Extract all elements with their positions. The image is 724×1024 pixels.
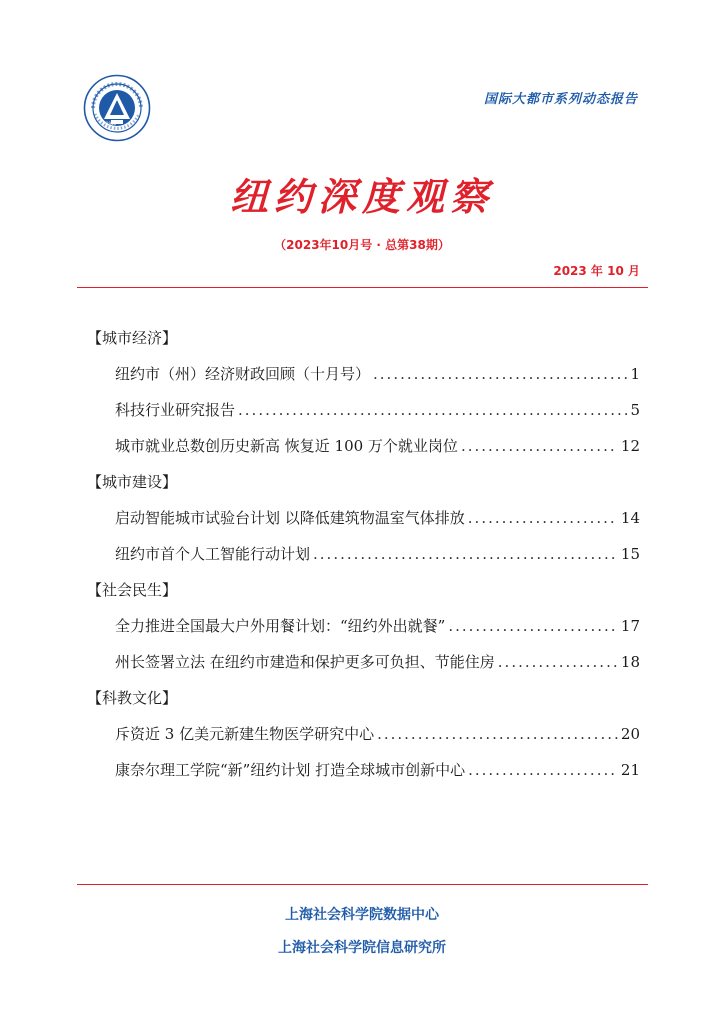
toc-entry-title: 纽约市（州）经济财政回顾（十月号）: [115, 365, 371, 383]
toc-entry[interactable]: [87, 716, 640, 752]
toc-leader-dots: [498, 644, 618, 680]
footer-publisher-1: 上海社会科学院数据中心: [285, 907, 439, 923]
toc-leader-dots: [313, 536, 618, 572]
logo-year: 1958: [106, 121, 117, 126]
toc-entry-title: 全力推进全国最大户外用餐计划：“纽约外出就餐”: [115, 617, 446, 635]
toc-entry-page: 17: [620, 617, 640, 635]
toc-entry[interactable]: [87, 428, 640, 464]
toc-entry-title: 城市就业总数创历史新高 恢复近 100 万个就业岗位: [115, 437, 458, 455]
series-title: 国际大都市系列动态报告: [483, 92, 638, 107]
toc-leader-dots: [468, 500, 618, 536]
toc-entry-title: 斥资近 3 亿美元新建生物医学研究中心: [115, 725, 375, 743]
toc-entry-page: 12: [620, 437, 640, 455]
toc-entry-page: 21: [620, 761, 640, 779]
toc-entry[interactable]: [87, 608, 640, 644]
toc-entry[interactable]: [87, 500, 640, 536]
toc-entry-title: 康奈尔理工学院“新”纽约计划 打造全球城市创新中心: [115, 761, 466, 779]
toc-entry-page: 5: [630, 401, 640, 419]
toc-entry-title: 州长签署立法 在纽约市建造和保护更多可负担、节能住房: [115, 653, 495, 671]
toc-section-heading: 【城市经济】: [87, 329, 178, 347]
toc-entry-page: 18: [620, 653, 640, 671]
toc-entry-title: 启动智能城市试验台计划 以降低建筑物温室气体排放: [115, 509, 465, 527]
bottom-divider: [77, 884, 648, 885]
toc-entry[interactable]: [87, 644, 640, 680]
toc-leader-dots: [448, 608, 618, 644]
table-of-contents: [87, 320, 640, 788]
toc-section-heading: 【科教文化】: [87, 689, 178, 707]
toc-leader-dots: [461, 428, 618, 464]
footer-publisher-2: 上海社会科学院信息研究所: [278, 940, 446, 956]
toc-entry-title: 纽约市首个人工智能行动计划: [115, 545, 311, 563]
issue-number: （2023年10月号 · 总第38期）: [274, 238, 450, 252]
toc-entry-page: 20: [620, 725, 640, 743]
top-divider: [77, 287, 648, 288]
toc-leader-dots: [373, 356, 627, 392]
toc-entry-title: 科技行业研究报告: [115, 401, 236, 419]
toc-entry-page: 1: [630, 365, 640, 383]
publication-date: 2023 年 10 月: [553, 264, 640, 278]
toc-leader-dots: [468, 752, 618, 788]
toc-leader-dots: [238, 392, 627, 428]
toc-entry[interactable]: [87, 536, 640, 572]
toc-section-heading: 【社会民生】: [87, 581, 178, 599]
toc-entry[interactable]: [87, 752, 640, 788]
page-title: 纽约深度观察: [229, 174, 494, 219]
toc-entry[interactable]: [87, 392, 640, 428]
toc-section-heading: 【城市建设】: [87, 473, 178, 491]
toc-entry-page: 14: [620, 509, 640, 527]
toc-entry[interactable]: [87, 356, 640, 392]
institution-logo: [83, 74, 151, 142]
toc-entry-page: 15: [620, 545, 640, 563]
toc-leader-dots: [377, 716, 618, 752]
